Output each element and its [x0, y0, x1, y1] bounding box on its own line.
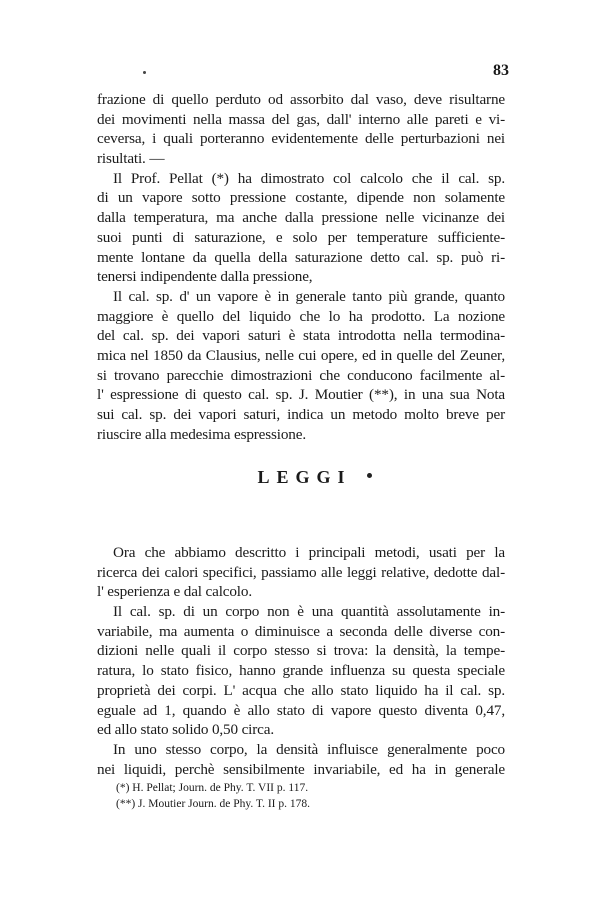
text-line: frazione di quello perduto od assorbito dal vaso, deve risultarne: [97, 91, 505, 108]
text-line: ricerca dei calori specifici, passiamo alle leggi relative, dedotte dal-: [97, 563, 505, 581]
ink-speck: [143, 71, 146, 74]
text-line: Il cal. sp. d' un vapore è in generale tanto più grande, quanto: [113, 287, 505, 305]
text-line: Il Prof. Pellat (*) ha dimostrato col calcolo che il cal. sp.: [113, 169, 505, 187]
text-line: risultati. —: [97, 150, 165, 168]
text-line: riuscire alla medesima espressione.: [97, 425, 306, 443]
section-heading-text: LEGGI: [257, 467, 352, 487]
footnote-2: (**) J. Moutier Journ. de Phy. T. II p. 178.: [116, 798, 310, 810]
text-line: del cal. sp. dei vapori saturi è stata introdotta nella termodina-: [97, 327, 505, 345]
text-line: suoi punti di saturazione, e solo per temperature sufficiente-: [97, 228, 505, 246]
text-line: variabile, ma aumenta o diminuisce a seconda delle diverse con-: [97, 622, 505, 640]
text-line: dei movimenti nella massa del gas, dall' interno alle pareti e vi-: [97, 110, 505, 128]
text-block-lower: [97, 543, 505, 779]
text-line: mica nel 1850 da Clausius, nelle cui opere, ed in quelle del Zeuner,: [97, 346, 505, 364]
text-line: Il cal. sp. di un corpo non è una quantità assolutamente in-: [113, 603, 505, 621]
text-line: Ora che abbiamo descritto i principali metodi, usati per la: [113, 544, 505, 561]
text-line: sui cal. sp. dei vapori saturi, indica un metodo molto breve per: [97, 406, 505, 423]
text-line: dalla temperatura, ma anche dalla pressione nelle vicinanze dei: [97, 209, 505, 227]
text-line: l' esperienza e dal calcolo.: [97, 583, 252, 601]
text-line: ratura, lo stato fisico, hanno grande influenza su questa speciale: [97, 662, 505, 680]
text-line: tenersi indipendente dalla pressione,: [97, 268, 313, 286]
text-line: eguale ad 1, quando è allo stato di vapore questo diventa 0,47,: [97, 701, 505, 719]
text-line: ed allo stato solido 0,50 circa.: [97, 721, 274, 739]
text-line: dizioni nelle quali il corpo stesso si trova: la densità, la tempe-: [97, 642, 505, 660]
text-line: proprietà dei corpi. L' acqua che allo stato liquido ha il cal. sp.: [97, 681, 505, 699]
text-block-upper: [97, 90, 505, 444]
section-heading: [0, 467, 609, 488]
text-line: mente lontane da quella della saturazione detto cal. sp. può ri-: [97, 248, 505, 266]
text-line: ceversa, i quali porteranno evidentemente delle perturbazioni nei: [97, 130, 505, 148]
text-line: nei liquidi, perchè sensibilmente invariabile, ed ha in generale: [97, 760, 505, 778]
footnote-1: (*) H. Pellat; Journ. de Phy. T. VII p. 117.: [116, 782, 309, 794]
page-number: 83: [493, 62, 509, 79]
text-line: In uno stesso corpo, la densità influisce generalmente poco: [113, 740, 505, 758]
text-line: di un vapore sotto pressione costante, dipende non solamente: [97, 189, 505, 207]
text-line: maggiore è quello del liquido che lo ha prodotto. La nozione: [97, 307, 505, 325]
text-line: l' espressione di questo cal. sp. J. Moutier (**), in una sua Nota: [97, 386, 505, 404]
text-line: si trovano parecchie dimostrazioni che conducono facilmente al-: [97, 366, 505, 384]
